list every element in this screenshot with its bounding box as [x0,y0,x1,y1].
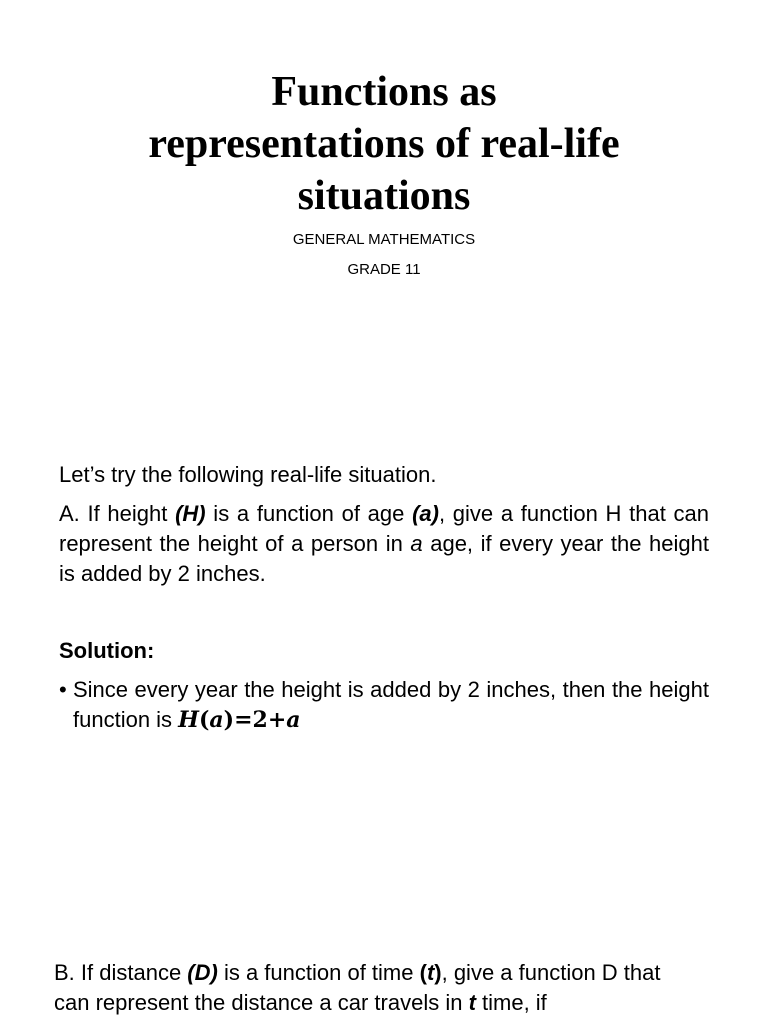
variable-t-inline: t [468,990,476,1015]
variable-h: (H) [175,501,206,526]
problem-b-text [54,958,694,1018]
solution-label: Solution: [59,638,155,663]
title-line-2: representations of real-life [148,121,620,167]
problem-b-part-1: B. If distance [54,960,188,985]
constant-term: 2 [252,707,268,733]
problem-a-part-4: age, if every year the height is added by 2 inches. [59,531,709,586]
solution-bullet [59,675,709,735]
variable-t-close: ) [434,960,442,985]
problem-a-part-1: A. If height [59,501,176,526]
variable-d: (D) [187,960,218,985]
variable-a-inline: a [410,531,423,556]
function-name: H [178,707,199,733]
title-slide [0,0,768,330]
variable-a: (a) [412,501,439,526]
plus-sign: + [267,707,287,733]
problem-b-slide [0,950,768,1024]
variable-t-open: ( [419,960,427,985]
problem-a-part-2: is a function of age [205,501,413,526]
problem-b-part-4: time, if [475,990,547,1015]
problem-a-part-3: , give a function H that can represent the height of a person in [59,501,709,556]
problem-a-slide [0,440,768,800]
function-variable: a [286,707,301,733]
equals-sign: = [234,707,253,733]
solution-sentence: Since every year the height is added by 2 inches, then the height function is [73,677,709,732]
function-argument: a [209,707,224,733]
variable-t: t [426,960,435,985]
title-line-3: situations [297,173,471,219]
paren-close: ) [223,707,235,733]
problem-b-part-3: , give a function D that can represent the distance a car travels in [54,960,661,1015]
paren-open: ( [198,707,210,733]
title-line-1: Functions as [271,69,497,115]
grade-subtitle: GRADE 11 [347,261,421,278]
bullet-marker: • [59,677,67,702]
problem-a-text [59,499,709,589]
subject-subtitle: GENERAL MATHEMATICS [292,231,476,248]
problem-b-part-2: is a function of time [217,960,420,985]
slide-title [0,66,768,222]
intro-text: Let’s try the following real-life situation. [59,462,437,487]
solution-text [73,675,709,735]
